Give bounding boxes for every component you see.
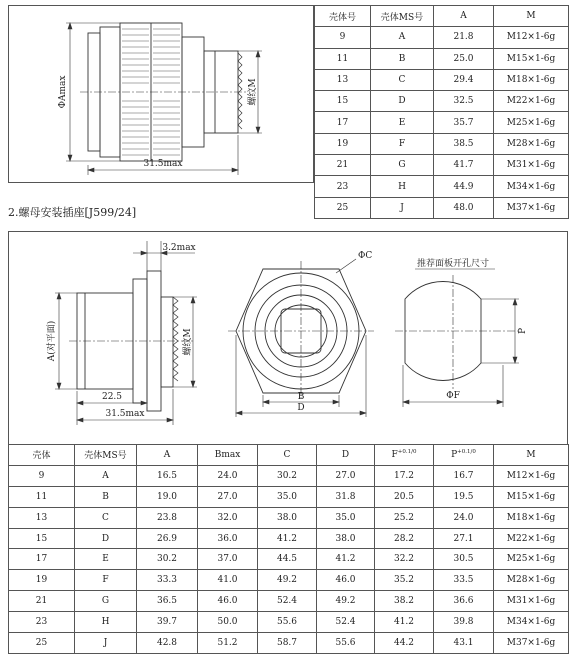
dim-22-5-label: 22.5	[101, 392, 123, 402]
header-a: A	[137, 445, 198, 466]
dim-a-flat-label: A(对平面)	[47, 320, 57, 362]
dim-d-label: D	[297, 403, 305, 413]
table-row: 13 C 29.4 M18×1-6g	[315, 69, 569, 90]
table-row: 9 A 21.8 M12×1-6g	[315, 27, 569, 48]
f-tolerance: +0.1/0	[397, 449, 417, 456]
table-row: 17 E 30.2 37.0 44.5 41.2 32.2 30.5 M25×1-6g	[9, 549, 569, 570]
table-row: 15 D 32.5 M22×1-6g	[315, 91, 569, 112]
header-ms-no: 壳体MS号	[371, 6, 434, 27]
header-p: $P^{+0.1/0}$	[434, 445, 494, 466]
table-row: 15 D 26.9 36.0 41.2 38.0 28.2 27.1 M22×1-6g	[9, 528, 569, 549]
table-header-row	[315, 6, 569, 27]
dim-31-5-label: 31.5max	[105, 409, 145, 419]
dim-f-label: ΦF	[446, 391, 460, 401]
header-f: $F^{+0.1/0}$	[375, 445, 434, 466]
dim-a-label: ΦAmax	[58, 75, 68, 109]
table-row: 25 J 48.0 M37×1-6g	[315, 197, 569, 218]
table-row: 19 F 38.5 M28×1-6g	[315, 133, 569, 154]
table-header-row	[9, 445, 569, 466]
header-m: M	[494, 6, 569, 27]
dim-m-label: 螺纹M	[248, 78, 258, 106]
table-row: 9 A 16.5 24.0 30.2 27.0 17.2 16.7 M12×1-6g	[9, 465, 569, 486]
side-view-drawing	[45, 231, 205, 445]
side-thread-zigzag	[173, 297, 178, 381]
table-row: 13 C 23.8 32.0 38.0 35.0 25.2 24.0 M18×1-6g	[9, 507, 569, 528]
header-a: A	[434, 6, 494, 27]
table-row: 11 B 19.0 27.0 35.0 31.8 20.5 19.5 M15×1-6g	[9, 486, 569, 507]
dim-c-label: ΦC	[358, 251, 373, 261]
table-row: 19 F 33.3 41.0 49.2 46.0 35.2 33.5 M28×1-6g	[9, 570, 569, 591]
header-shell-no: 壳体号	[315, 6, 371, 27]
table-row: 21 G 41.7 M31×1-6g	[315, 155, 569, 176]
table-row: 21 G 36.5 46.0 52.4 49.2 38.2 36.6 M31×1-6g	[9, 591, 569, 612]
table-row: 23 H 44.9 M34×1-6g	[315, 176, 569, 197]
dim-p-label: P	[518, 327, 528, 335]
header-shell: 壳体	[9, 445, 75, 466]
dim-length-label: 31.5max	[143, 159, 183, 169]
cutout-title: 推荐面板开孔尺寸	[417, 259, 490, 269]
header-c: C	[258, 445, 317, 466]
header-m: M	[494, 445, 569, 466]
dim-b-label: B	[297, 392, 305, 402]
table-row: 23 H 39.7 50.0 55.6 52.4 41.2 39.8 M34×1-6g	[9, 612, 569, 633]
panel-receptacle-table	[8, 444, 569, 654]
table-row: 25 J 42.8 51.2 58.7 55.6 44.2 43.1 M37×1-6g	[9, 633, 569, 654]
drawing-1	[8, 5, 314, 183]
thread-zigzag	[238, 53, 242, 129]
section-title: 2.螺母安装插座[J599/24]	[8, 206, 137, 219]
header-ms-no: 壳体MS号	[75, 445, 137, 466]
front-view-drawing	[228, 231, 378, 445]
header-bmax: Bmax	[198, 445, 258, 466]
p-tolerance: +0.1/0	[457, 449, 476, 456]
header-d: D	[317, 445, 375, 466]
table-row: 17 E 35.7 M25×1-6g	[315, 112, 569, 133]
table-row: 11 B 25.0 M15×1-6g	[315, 48, 569, 69]
panel-cutout-drawing	[395, 231, 545, 445]
dim-3-2-label: 3.2max	[162, 243, 196, 253]
dim-m-thread-label: 螺纹M	[183, 328, 193, 356]
shell-size-table	[314, 5, 569, 219]
